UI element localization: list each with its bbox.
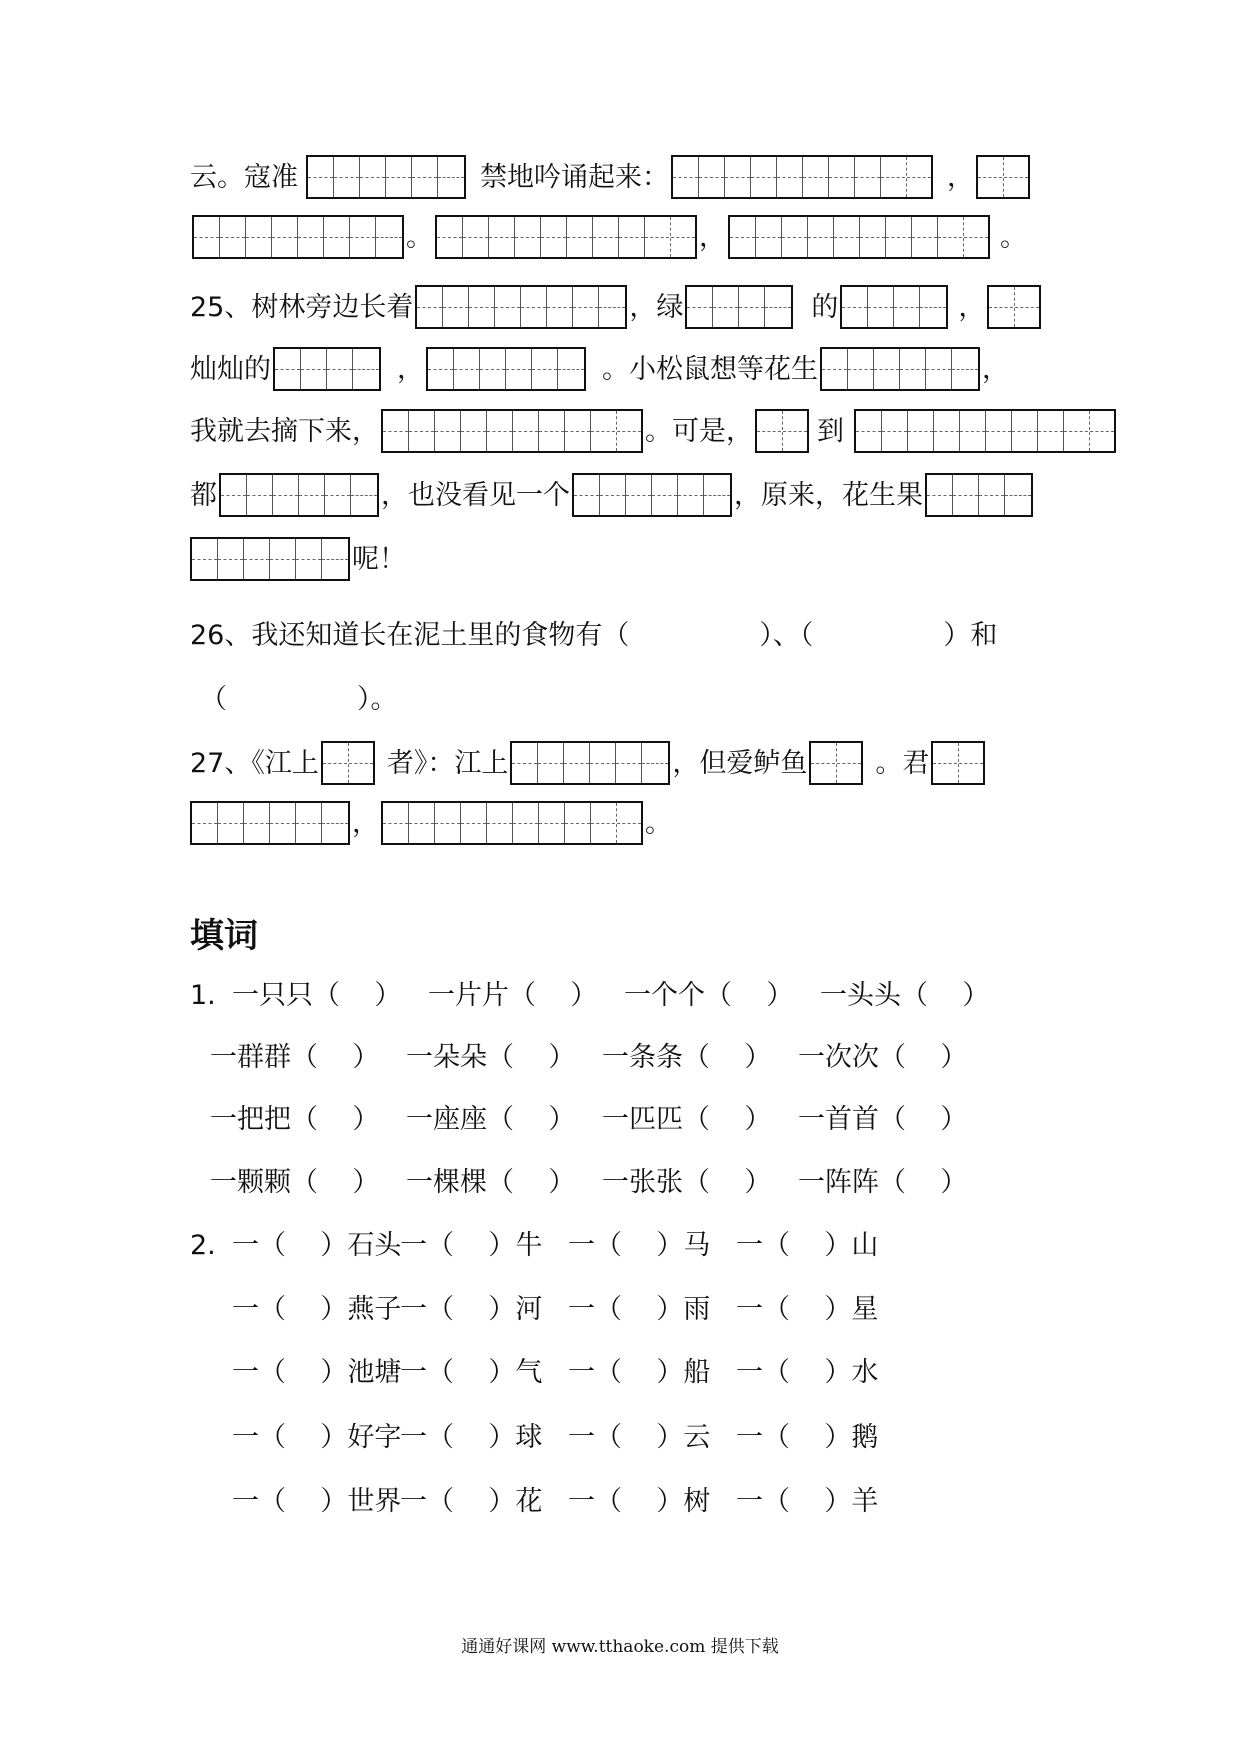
q27-text: ，但爱鲈鱼	[672, 747, 808, 779]
q24-text: 。	[406, 221, 433, 253]
fill-item[interactable]: 一（ ）马	[568, 1229, 711, 1261]
q27-text: 。君	[875, 747, 930, 779]
answer-grid[interactable]	[426, 347, 586, 391]
fill-item[interactable]: 一（ ）树	[568, 1485, 711, 1517]
q26-text: （	[200, 683, 227, 715]
q25-line3	[190, 404, 1118, 458]
fill-item[interactable]: 一（ ）牛	[400, 1229, 543, 1261]
q25-text: 到	[817, 415, 844, 447]
fill-item[interactable]: 一座座（ ）	[406, 1103, 576, 1135]
q25-text: 呢！	[352, 543, 406, 575]
answer-grid[interactable]	[273, 347, 381, 391]
fill-row	[232, 1282, 904, 1336]
answer-grid[interactable]	[510, 741, 670, 785]
page-footer: 通通好课网 www.tthaoke.com 提供下载	[461, 1637, 779, 1657]
fill-item[interactable]: 一只只（ ）	[232, 979, 402, 1011]
fill-item[interactable]: 一（ ）山	[736, 1229, 879, 1261]
q24-line1	[190, 150, 1032, 204]
part-number: 2.	[190, 1229, 216, 1261]
fill-row	[210, 1030, 994, 1084]
answer-grid[interactable]	[685, 285, 793, 329]
fill-item[interactable]: 一（ ）星	[736, 1293, 879, 1325]
answer-grid[interactable]	[840, 285, 948, 329]
answer-grid[interactable]	[755, 409, 809, 453]
fill-item[interactable]: 一群群（ ）	[210, 1041, 380, 1073]
fill-row	[190, 1218, 904, 1272]
fill-item[interactable]: 一（ ）球	[400, 1421, 543, 1453]
fill-item[interactable]: 一个个（ ）	[624, 979, 794, 1011]
fill-item[interactable]: 一（ ）燕子	[232, 1293, 402, 1325]
q27-text: 27、《江上	[190, 747, 319, 779]
q27-text: ，	[352, 807, 379, 839]
fill-item[interactable]: 一首首（ ）	[798, 1103, 968, 1135]
q26-text: 26、我还知道长在泥土里的食物有（	[190, 619, 630, 651]
answer-grid[interactable]	[809, 741, 863, 785]
q26-line1	[190, 608, 997, 662]
q24-text: 云。寇准	[190, 161, 298, 193]
fill-item[interactable]: 一次次（ ）	[798, 1041, 968, 1073]
q25-line2	[190, 342, 1009, 396]
answer-grid[interactable]	[820, 347, 980, 391]
q27-text: 。	[645, 807, 672, 839]
q25-text: 我就去摘下来，	[190, 415, 379, 447]
q25-text: 。小松鼠想等花生	[602, 353, 818, 385]
fill-item[interactable]: 一（ ）好字	[232, 1421, 402, 1453]
q26-text: ）和	[943, 619, 998, 651]
q25-line4	[190, 468, 1035, 522]
answer-grid[interactable]	[728, 215, 990, 259]
answer-grid[interactable]	[321, 741, 375, 785]
fill-item[interactable]: 一（ ）石头	[232, 1229, 402, 1261]
q24-text: ，	[947, 161, 974, 193]
fill-item[interactable]: 一（ ）云	[568, 1421, 711, 1453]
answer-grid[interactable]	[854, 409, 1116, 453]
q25-line1	[190, 280, 1043, 334]
q25-text: 灿灿的	[190, 353, 271, 385]
answer-grid[interactable]	[190, 801, 350, 845]
answer-grid[interactable]	[190, 537, 350, 581]
part-number: 1.	[190, 979, 216, 1011]
fill-row	[190, 968, 1016, 1022]
q24-text: ，	[699, 221, 726, 253]
q26-text: ）、（	[759, 619, 814, 651]
answer-grid[interactable]	[925, 473, 1033, 517]
q25-text: ，也没看见一个	[381, 479, 570, 511]
fill-item[interactable]: 一（ ）世界	[232, 1485, 402, 1517]
fill-item[interactable]: 一条条（ ）	[602, 1041, 772, 1073]
answer-grid[interactable]	[306, 155, 466, 199]
q25-text: 。可是，	[645, 415, 753, 447]
q24-text: 。	[1000, 221, 1027, 253]
q26-line2	[200, 672, 398, 726]
q25-text: 25、树林旁边长着	[190, 291, 414, 323]
fill-item[interactable]: 一片片（ ）	[428, 979, 598, 1011]
fill-item[interactable]: 一阵阵（ ）	[798, 1166, 968, 1198]
fill-item[interactable]: 一张张（ ）	[602, 1166, 772, 1198]
answer-grid[interactable]	[435, 215, 697, 259]
q25-text: ，	[982, 353, 1009, 385]
answer-grid[interactable]	[219, 473, 379, 517]
answer-grid[interactable]	[976, 155, 1030, 199]
q24-line2	[190, 210, 1027, 264]
fill-item[interactable]: 一颗颗（ ）	[210, 1166, 380, 1198]
q26-text: ）。	[357, 683, 398, 715]
answer-grid[interactable]	[415, 285, 627, 329]
q25-text: ，绿	[629, 291, 684, 323]
fill-item[interactable]: 一棵棵（ ）	[406, 1166, 576, 1198]
q25-text: ，	[958, 291, 986, 323]
fill-item[interactable]: 一（ ）鹅	[736, 1421, 879, 1453]
fill-item[interactable]: 一（ ）水	[736, 1356, 879, 1388]
fill-row	[232, 1345, 904, 1399]
q25-line5	[190, 532, 406, 586]
answer-grid[interactable]	[381, 801, 643, 845]
q25-text: 的	[811, 291, 839, 323]
fill-item[interactable]: 一（ ）河	[400, 1293, 543, 1325]
fill-item[interactable]: 一（ ）池塘	[232, 1356, 402, 1388]
fill-row	[210, 1155, 994, 1209]
fill-item[interactable]: 一（ ）气	[400, 1356, 543, 1388]
fill-row	[232, 1474, 904, 1528]
section-title: 填词	[190, 916, 258, 956]
fill-row	[232, 1410, 904, 1464]
fill-row	[210, 1092, 994, 1146]
fill-item[interactable]: 一（ ）船	[568, 1356, 711, 1388]
fill-item[interactable]: 一（ ）花	[400, 1485, 543, 1517]
answer-grid[interactable]	[381, 409, 643, 453]
answer-grid[interactable]	[671, 155, 933, 199]
answer-grid[interactable]	[192, 215, 404, 259]
answer-grid[interactable]	[987, 285, 1041, 329]
q27-line2	[190, 796, 672, 850]
q25-text: ，原来，花生果	[734, 479, 923, 511]
answer-grid[interactable]	[572, 473, 732, 517]
fill-item[interactable]: 一（ ）雨	[568, 1293, 711, 1325]
fill-item[interactable]: 一（ ）羊	[736, 1485, 879, 1517]
q27-line1	[190, 736, 987, 790]
fill-item[interactable]: 一匹匹（ ）	[602, 1103, 772, 1135]
fill-item[interactable]: 一朵朵（ ）	[406, 1041, 576, 1073]
fill-item[interactable]: 一把把（ ）	[210, 1103, 380, 1135]
q25-text: 都	[190, 479, 217, 511]
q25-text: ，	[397, 353, 424, 385]
answer-grid[interactable]	[931, 741, 985, 785]
q27-text: 者》：江上	[386, 747, 509, 779]
q24-text: 禁地吟诵起来：	[480, 161, 669, 193]
fill-item[interactable]: 一头头（ ）	[820, 979, 990, 1011]
